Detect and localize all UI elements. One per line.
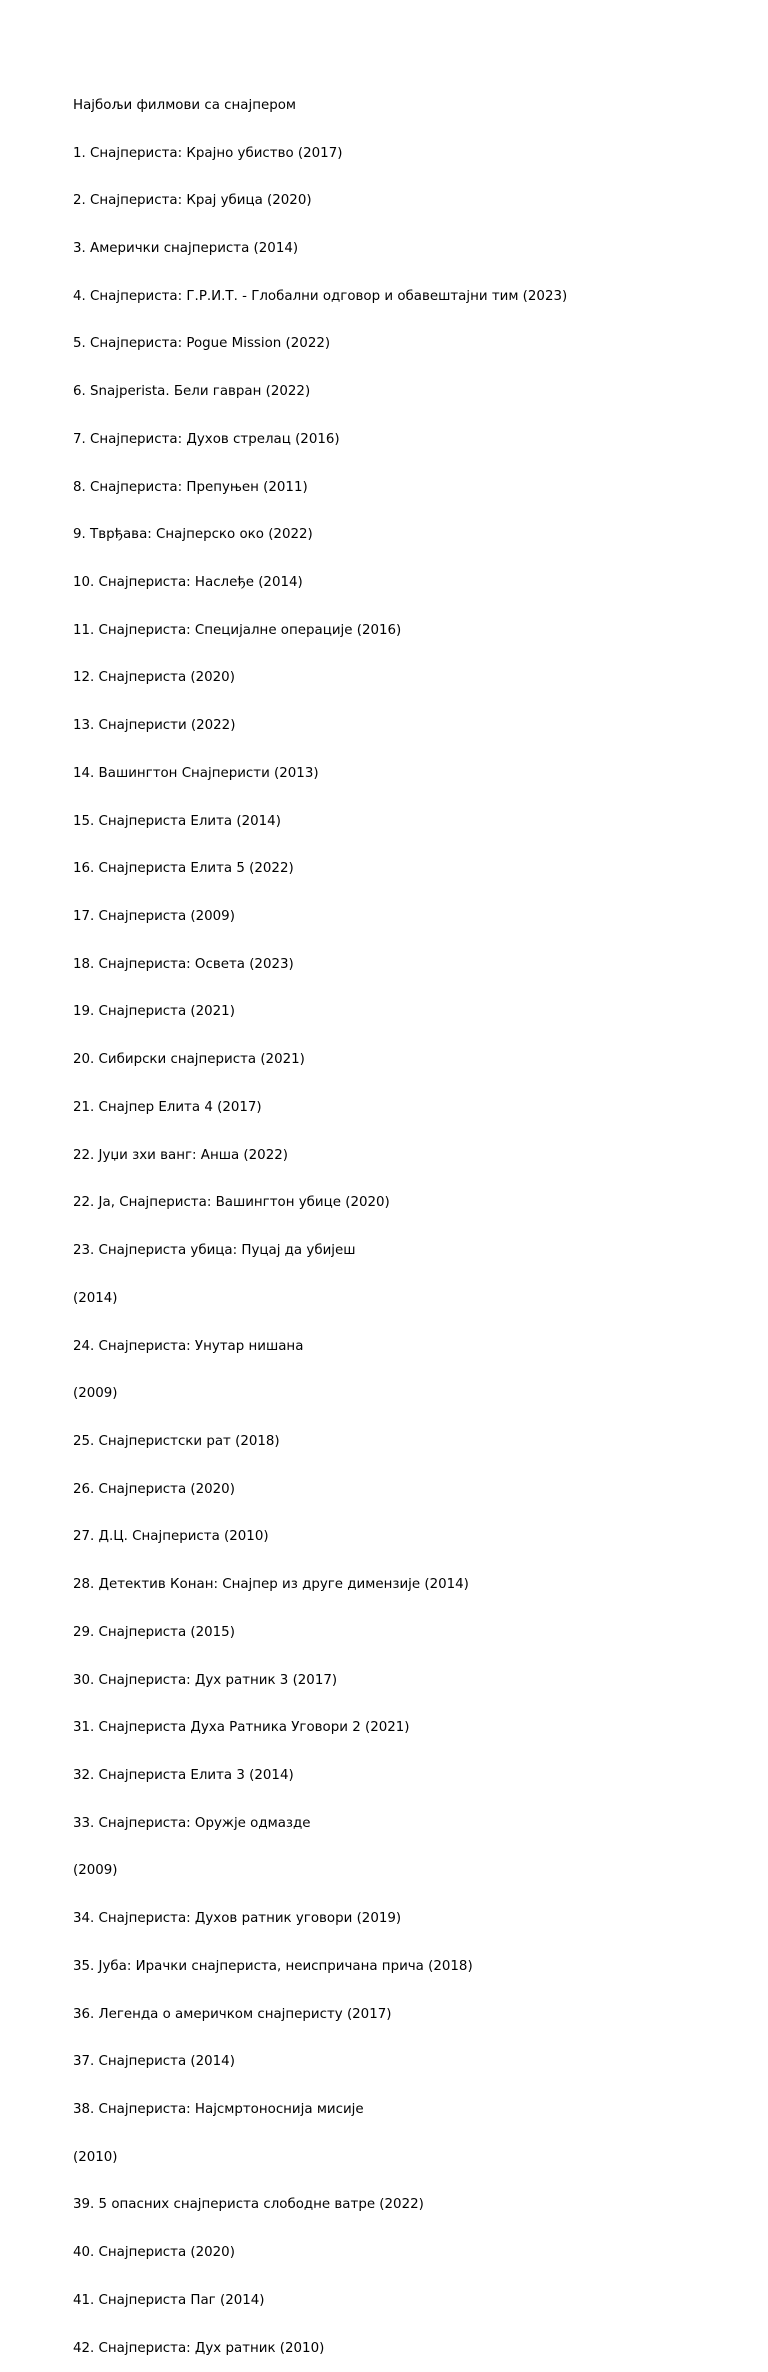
list-item: 34. Снајпериста: Духов ратник уговори (2019)	[73, 1911, 402, 1927]
list-item: 33. Снајпериста: Оружје одмазде	[73, 1815, 311, 1831]
list-item: 4. Снајпериста: Г.Р.И.Т. - Глобални одговор и обавештајни тим (2023)	[73, 288, 568, 304]
list-item: 39. 5 опасних снајпериста слободне ватре (2022)	[73, 2197, 424, 2213]
list-item: 13. Снајперисти (2022)	[73, 718, 236, 734]
list-item: 37. Снајпериста (2014)	[73, 2054, 235, 2070]
list-item: 25. Снајперистски рат (2018)	[73, 1433, 280, 1449]
list-item: 31. Снајпериста Духа Ратника Уговори 2 (2021)	[73, 1720, 410, 1736]
list-item: 8. Снајпериста: Препуњен (2011)	[73, 479, 308, 495]
list-item: 11. Снајпериста: Специјалне операције (2016)	[73, 622, 402, 638]
list-item: 12. Снајпериста (2020)	[73, 670, 235, 686]
list-item-continuation: (2009)	[73, 1863, 118, 1879]
list-item: 40. Снајпериста (2020)	[73, 2245, 235, 2261]
list-item: 7. Снајпериста: Духов стрелац (2016)	[73, 431, 340, 447]
list-item: 20. Сибирски снајпериста (2021)	[73, 1052, 305, 1068]
list-item-continuation: (2009)	[73, 1386, 118, 1402]
list-item: 32. Снајпериста Елита 3 (2014)	[73, 1767, 294, 1783]
list-item: 5. Снајпериста: Pogue Mission (2022)	[73, 336, 331, 352]
list-item: 29. Снајпериста (2015)	[73, 1624, 235, 1640]
list-item: 16. Снајпериста Елита 5 (2022)	[73, 861, 294, 877]
list-item: 24. Снајпериста: Унутар нишана	[73, 1338, 304, 1354]
list-item: 35. Јуба: Ирачки снајпериста, неиспричана прича (2018)	[73, 1958, 473, 1974]
list-item-continuation: (2014)	[73, 1290, 118, 1306]
document-title: Најбољи филмови са снајпером	[73, 97, 296, 113]
list-item: 36. Легенда о америчком снајперисту (2017)	[73, 2006, 392, 2022]
list-item: 14. Вашингтон Снајперисти (2013)	[73, 765, 319, 781]
list-item: 15. Снајпериста Елита (2014)	[73, 813, 281, 829]
list-item: 17. Снајпериста (2009)	[73, 909, 235, 925]
list-item: 30. Снајпериста: Дух ратник 3 (2017)	[73, 1672, 338, 1688]
list-item: 28. Детектив Конан: Снајпер из друге димензије (2014)	[73, 1577, 469, 1593]
list-item: 42. Снајпериста: Дух ратник (2010)	[73, 2340, 325, 2356]
list-item: 9. Тврђава: Снајперско око (2022)	[73, 527, 313, 543]
list-item: 18. Снајпериста: Освета (2023)	[73, 956, 294, 972]
list-item: 6. Snajperista. Бели гавран (2022)	[73, 384, 311, 400]
document-body	[73, 66, 753, 2372]
list-item: 19. Снајпериста (2021)	[73, 1004, 235, 1020]
list-item: 26. Снајпериста (2020)	[73, 1481, 235, 1497]
list-item: 3. Амерички снајпериста (2014)	[73, 240, 299, 256]
list-item: 21. Снајпер Елита 4 (2017)	[73, 1099, 262, 1115]
list-item: 2. Снајпериста: Крај убица (2020)	[73, 193, 312, 209]
list-item: 38. Снајпериста: Најсмртоноснија мисије	[73, 2102, 364, 2117]
list-item: 10. Снајпериста: Наслеђе (2014)	[73, 575, 303, 590]
list-item-continuation: (2010)	[73, 2149, 118, 2165]
list-item: 23. Снајпериста убица: Пуцај да убијеш	[73, 1243, 356, 1259]
list-item: 22. Ја, Снајпериста: Вашингтон убице (2020)	[73, 1195, 390, 1211]
list-item: 27. Д.Ц. Снајпериста (2010)	[73, 1529, 269, 1545]
list-item: 41. Снајпериста Паг (2014)	[73, 2292, 265, 2308]
list-item: 22. Јуџи зхи ванг: Анша (2022)	[73, 1147, 288, 1163]
list-item: 1. Снајпериста: Крајно убиство (2017)	[73, 145, 343, 161]
